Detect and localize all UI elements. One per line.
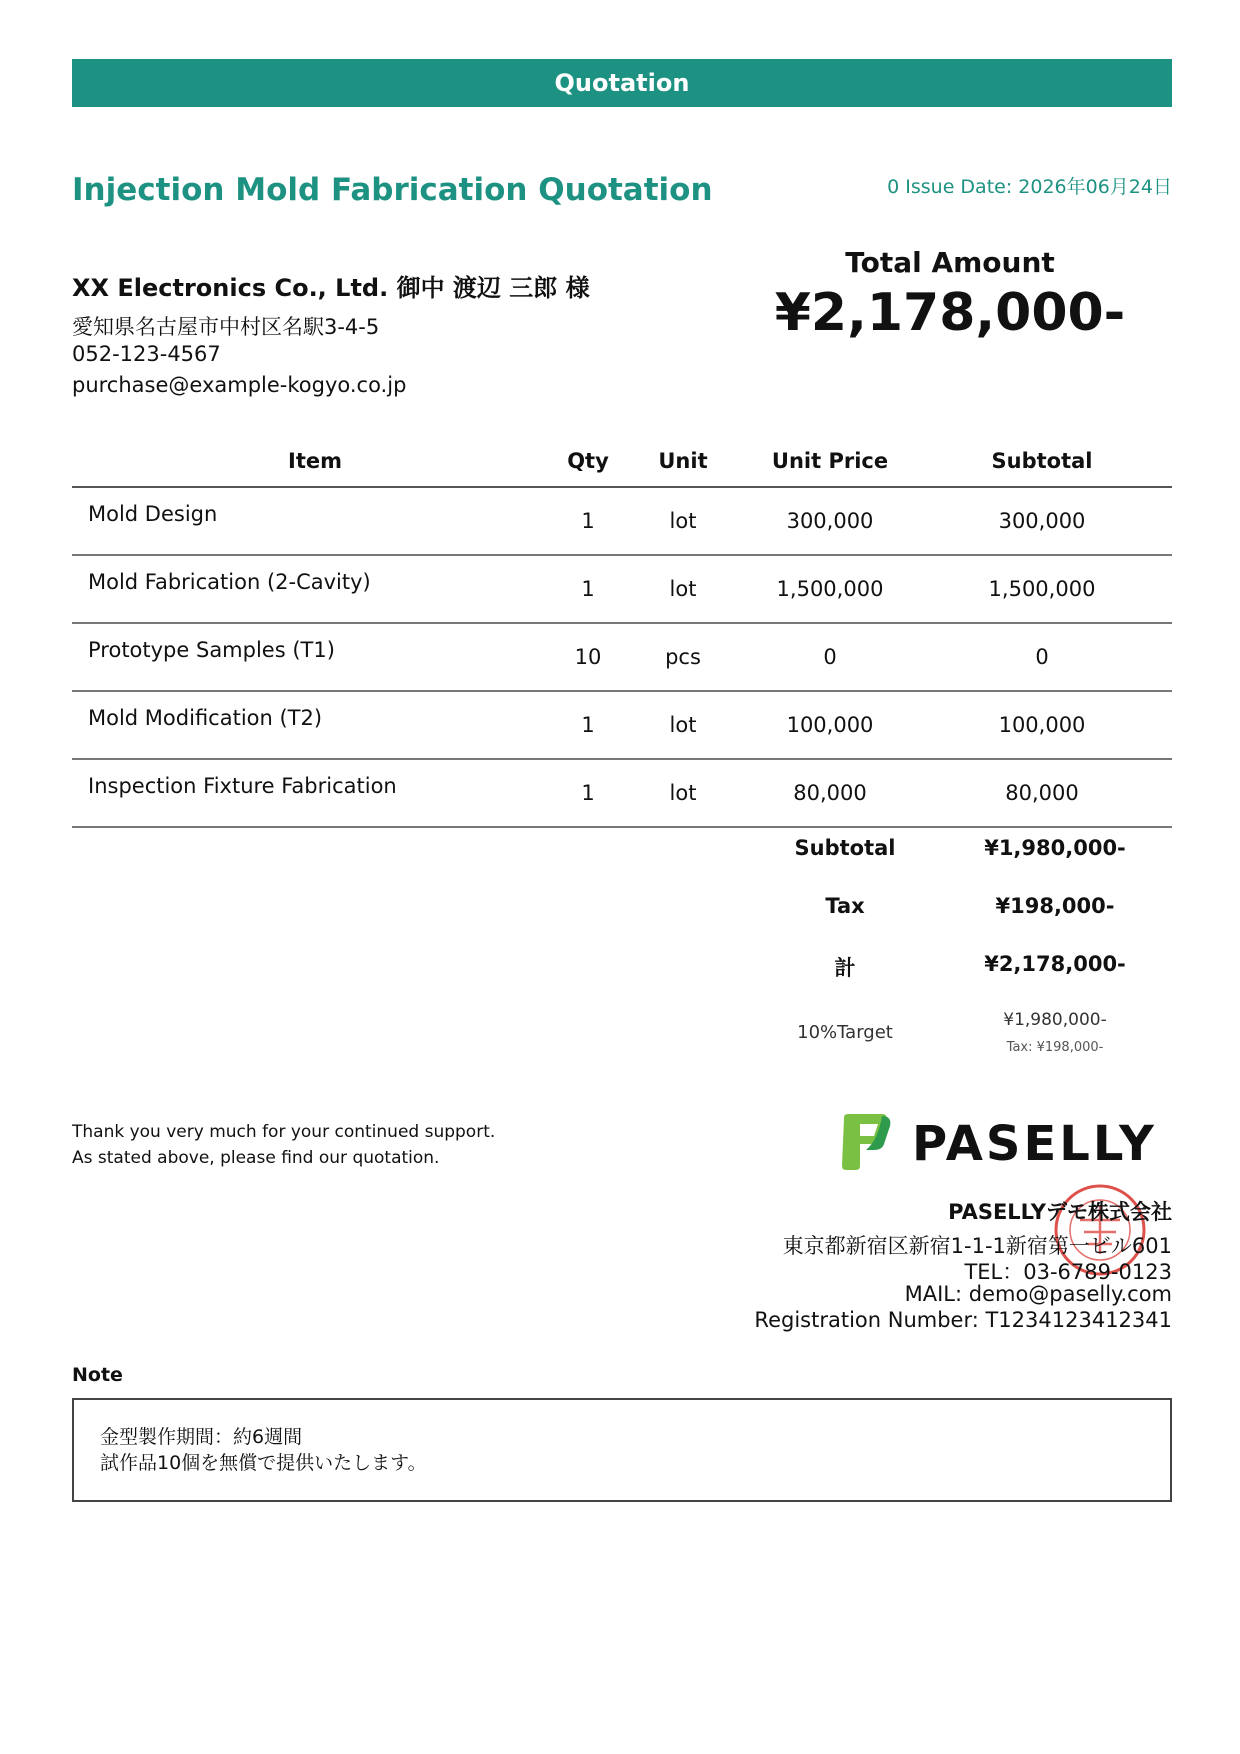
- subtotal-value: ¥1,980,000-: [984, 836, 1126, 860]
- row-unit: lot: [618, 487, 748, 555]
- row-qty: 1: [558, 487, 618, 555]
- row-item: Prototype Samples (T1): [72, 623, 558, 691]
- table-row: [72, 555, 1172, 623]
- grand-total-label: 計: [834, 956, 856, 980]
- table-header-row: [72, 436, 1172, 487]
- header-unit-price: Unit Price: [748, 436, 912, 487]
- row-subtotal: 300,000: [912, 487, 1172, 555]
- row-unit-price: 80,000: [748, 759, 912, 827]
- tax-rate-target-label: 10%Target: [797, 1022, 893, 1043]
- row-qty: 10: [558, 623, 618, 691]
- row-subtotal: 100,000: [912, 691, 1172, 759]
- thanks-message-line: As stated above, please find our quotation.: [72, 1148, 440, 1168]
- tax-value: ¥198,000-: [995, 894, 1115, 918]
- note-line: 金型製作期間：約6週間: [100, 1426, 303, 1448]
- row-unit: pcs: [618, 623, 748, 691]
- note-label: Note: [72, 1364, 123, 1386]
- row-item: Inspection Fixture Fabrication: [72, 759, 558, 827]
- table-row: [72, 623, 1172, 691]
- document-title: Injection Mold Fabrication Quotation: [72, 172, 713, 208]
- row-unit-price: 1,500,000: [748, 555, 912, 623]
- total-amount-label: Total Amount: [845, 246, 1055, 279]
- grand-total-value: ¥2,178,000-: [984, 952, 1126, 976]
- company-registration-number: Registration Number: T1234123412341: [754, 1308, 1172, 1332]
- row-subtotal: 1,500,000: [912, 555, 1172, 623]
- header-item: Item: [72, 436, 558, 487]
- row-unit-price: 0: [748, 623, 912, 691]
- client-phone: 052-123-4567: [72, 342, 221, 366]
- row-qty: 1: [558, 691, 618, 759]
- row-qty: 1: [558, 555, 618, 623]
- table-row: [72, 487, 1172, 555]
- row-unit: lot: [618, 759, 748, 827]
- row-subtotal: 80,000: [912, 759, 1172, 827]
- header-qty: Qty: [558, 436, 618, 487]
- header-unit: Unit: [618, 436, 748, 487]
- note-box: [72, 1398, 1172, 1502]
- logo-wordmark: PASELLY: [912, 1116, 1157, 1172]
- row-unit: lot: [618, 691, 748, 759]
- row-item: Mold Modification (T2): [72, 691, 558, 759]
- subtotal-label: Subtotal: [794, 836, 896, 860]
- thanks-message-line: Thank you very much for your continued support.: [72, 1122, 496, 1142]
- items-table: [72, 436, 1172, 828]
- client-name: XX Electronics Co., Ltd. 御中 渡辺 三郎 様: [72, 274, 590, 302]
- leaf-p-logo-icon: [842, 1114, 890, 1170]
- client-address: 愛知県名古屋市中村区名駅3-4-5: [72, 315, 380, 339]
- header-subtotal: Subtotal: [912, 436, 1172, 487]
- company-logo: [838, 1110, 1172, 1176]
- row-item: Mold Design: [72, 487, 558, 555]
- banner-label: Quotation: [554, 69, 690, 97]
- document-type-banner: [72, 59, 1172, 107]
- issue-date: 0 Issue Date: 2026年06月24日: [887, 176, 1172, 198]
- row-qty: 1: [558, 759, 618, 827]
- company-address: 東京都新宿区新宿1-1-1新宿第一ビル601: [782, 1234, 1172, 1258]
- tax-label: Tax: [825, 894, 865, 918]
- row-unit-price: 100,000: [748, 691, 912, 759]
- note-line: 試作品10個を無償で提供いたします。: [100, 1452, 427, 1474]
- table-row: [72, 691, 1172, 759]
- tax-rate-target-amount: ¥1,980,000-: [1003, 1010, 1107, 1030]
- tax-rate-target-tax: Tax: ¥198,000-: [1006, 1040, 1104, 1055]
- company-tel: TEL：03-6789-0123: [964, 1260, 1172, 1284]
- row-unit-price: 300,000: [748, 487, 912, 555]
- total-amount-value: ¥2,178,000-: [774, 283, 1126, 343]
- company-name: PASELLYデモ株式会社: [948, 1200, 1172, 1224]
- row-item: Mold Fabrication (2-Cavity): [72, 555, 558, 623]
- row-unit: lot: [618, 555, 748, 623]
- client-email: purchase@example-kogyo.co.jp: [72, 373, 407, 397]
- row-subtotal: 0: [912, 623, 1172, 691]
- table-row: [72, 759, 1172, 827]
- company-mail: MAIL: demo@paselly.com: [904, 1282, 1172, 1306]
